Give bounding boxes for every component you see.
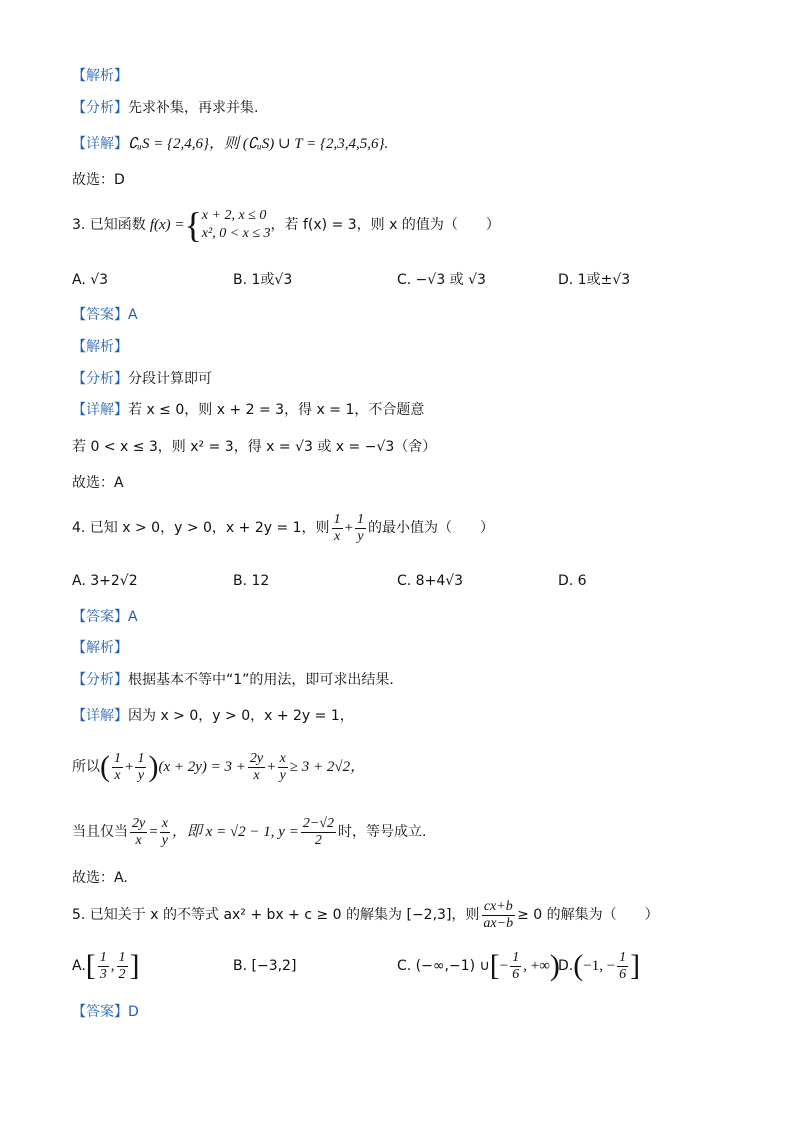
analysis-tag: 【分析】 (72, 371, 128, 387)
analysis-tag: 【分析】 (72, 672, 128, 688)
q3-prefix: 3. 已知函数 (72, 217, 146, 233)
analysis-line-1 (72, 98, 258, 118)
fraction-x-over-y: $\frac{x}{y}$ (279, 750, 286, 783)
q3-option-b: B. 1或√3 (233, 272, 293, 288)
q5-suffix: ≥ 0 的解集为（ ） (517, 907, 659, 923)
analysis-text: 先求补集，再求并集. (128, 100, 259, 116)
q4-option-c: C. 8+4√3 (397, 573, 464, 589)
equality-condition-line: 当且仅当 $\frac{2y}{x}$ = $\frac{x}{y}$ ，即 x = √2 − 1, y = $\frac{2-√2}{2}$ 时，等号成立. (72, 815, 427, 848)
q5-prefix: 5. 已知关于 x 的不等式 ax² + bx + c ≥ 0 的解集为 [−2,3]，则 (72, 907, 480, 923)
detail-tag: 【详解】 (72, 708, 128, 724)
analysis-heading-4: 【解析】 (72, 640, 128, 656)
piecewise-cases (202, 207, 271, 243)
q3-option-a: A. √3 (72, 272, 109, 288)
q4-suffix: 的最小值为（ ） (368, 520, 495, 536)
analysis-heading-3: 【解析】 (72, 339, 128, 355)
q4-prefix: 4. 已知 x > 0，y > 0，x + 2y = 1，则 (72, 520, 330, 536)
q3-case-2: x², 0 < x ≤ 3 (201, 226, 271, 241)
q3-suffix: ，若 f(x) = 3，则 x 的值为（ ） (270, 217, 500, 233)
q3-option-c: C. −√3 或 √3 (397, 272, 486, 288)
q4-option-a: A. 3+2√2 (72, 573, 138, 589)
question-3: 3. 已知函数 f(x) = { x + 2, x ≤ 0 x², 0 < x ≤ 3 ，若 f(x) = 3，则 x 的值为（ ） (72, 205, 500, 245)
detail-text: 因为 x > 0，y > 0，x + 2y = 1， (128, 708, 354, 724)
answer-choice-line-3: 故选：A (72, 475, 124, 491)
answer-5: 【答案】D (72, 1004, 139, 1020)
analysis-line-4 (72, 670, 394, 690)
detail-line-1 (72, 134, 388, 154)
fraction-cxb-over-axb: $\frac{cx+b}{ax-b}$ (483, 898, 514, 931)
answer-choice-line-1: 故选：D (72, 172, 125, 188)
detail-line-3 (72, 400, 424, 420)
analysis-line-3 (72, 369, 212, 389)
fraction-1-over-y: $\frac{1}{y}$ (357, 511, 365, 544)
analysis-tag: 【分析】 (72, 100, 128, 116)
detail-tag: 【详解】 (72, 402, 128, 418)
analysis-heading-1: 【解析】 (72, 68, 128, 84)
analysis-text: 分段计算即可 (128, 371, 212, 387)
q3-option-d: D. 1或±√3 (558, 272, 631, 288)
q3-case-1: x + 2, x ≤ 0 (201, 208, 267, 223)
answer-4: 【答案】A (72, 609, 138, 625)
fraction-1-over-y: $\frac{1}{y}$ (137, 750, 145, 783)
answer-choice-line-4: 故选：A. (72, 870, 128, 886)
question-5 (72, 895, 659, 935)
detail-line-3b: 若 0 < x ≤ 3，则 x² = 3，得 x = √3 或 x = −√3（舍） (72, 439, 437, 455)
detail-tag: 【详解】 (72, 136, 128, 152)
fraction-2-minus-sqrt2-over-2: $\frac{2-√2}{2}$ (302, 815, 334, 848)
analysis-text: 根据基本不等中“1”的用法，即可求出结果. (128, 672, 394, 688)
fraction-1-over-x: $\frac{1}{x}$ (114, 750, 121, 783)
brace-icon: { (184, 205, 202, 245)
q5-option-b: B. [−3,2] (233, 958, 297, 974)
q5-option-a: A. [ $\frac{1}{3}$ , $\frac{1}{2}$ ] (72, 949, 140, 982)
detail-text: 若 x ≤ 0，则 x + 2 = 3，得 x = 1，不合题意 (128, 402, 425, 418)
q4-option-d: D. 6 (558, 573, 587, 589)
answer-3: 【答案】A (72, 307, 138, 323)
fraction-x-over-y: $\frac{x}{y}$ (161, 815, 168, 848)
fraction-2y-over-x: $\frac{2y}{x}$ (249, 750, 264, 783)
equation-line-4: 所以 ( $\frac{1}{x}$ + $\frac{1}{y}$ ) (x + 2y) = 3 + $\frac{2y}{x}$ + $\frac{x}{y}$ ≥ 3 + 2√2， (72, 750, 366, 783)
detail-line-4 (72, 706, 354, 726)
q5-option-c: C. (−∞,−1) ∪ [ − $\frac{1}{6}$ , +∞ ) (397, 949, 560, 982)
question-4: 4. 已知 x > 0，y > 0，x + 2y = 1，则 $\frac{1}{x}$ + $\frac{1}{y}$ 的最小值为（ ） (72, 511, 495, 544)
detail-math: ∁ᵤS = {2,4,6}，则 (∁ᵤS) ∪ T = {2,3,4,5,6}. (128, 136, 389, 152)
fraction-2y-over-x: $\frac{2y}{x}$ (132, 815, 146, 848)
q4-option-b: B. 12 (233, 573, 270, 589)
q5-option-d: D. ( −1, − $\frac{1}{6}$ ] (558, 949, 641, 982)
fraction-1-over-x: $\frac{1}{x}$ (333, 511, 341, 544)
